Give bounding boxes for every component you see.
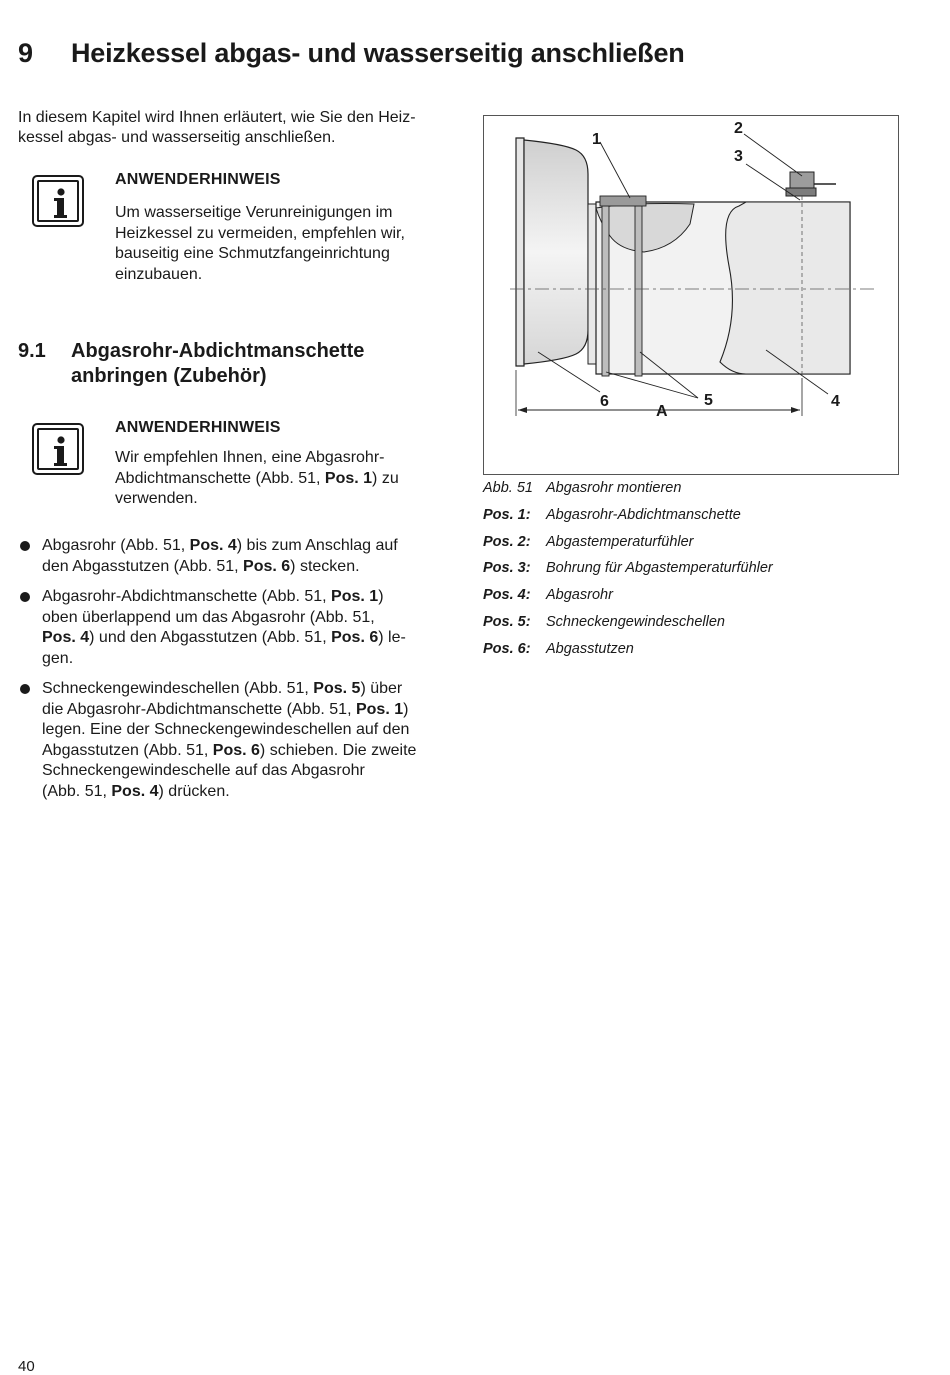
- list-item: [18, 587, 438, 669]
- pos-ref: Pos. 6: [212, 741, 260, 759]
- info-icon: [32, 175, 84, 227]
- leader-line-2: [744, 134, 802, 176]
- sensor-shape: [790, 172, 814, 190]
- caption-key: Pos. 5:: [483, 613, 531, 630]
- list-item: [18, 536, 438, 577]
- text-span: Abgasrohr (Abb. 51,: [42, 537, 190, 554]
- caption-text: Abgasrohr: [546, 587, 613, 604]
- text-span: Abgasstutzen (Abb. 51,: [42, 741, 213, 759]
- label-pos-1: 1: [592, 131, 601, 148]
- note-line: Heizkessel zu vermeiden, empfehlen wir,: [115, 224, 405, 242]
- pos-ref: Pos. 4: [42, 629, 90, 646]
- bullet-icon: [20, 541, 30, 551]
- label-pos-3: 3: [734, 148, 743, 165]
- clamp-band-shape: [635, 206, 642, 376]
- section-number: 9.1: [18, 340, 46, 362]
- text-span: ) zu: [372, 469, 399, 487]
- intro-paragraph: [18, 108, 438, 148]
- sensor-base-shape: [786, 188, 816, 196]
- text-span: ): [378, 588, 384, 605]
- text-span: ) drücken.: [158, 782, 230, 800]
- caption-row: [483, 505, 773, 532]
- flue-pipe-diagram: [484, 116, 898, 474]
- section-title: [18, 339, 364, 389]
- bullet-icon: [20, 592, 30, 602]
- text-span: ): [403, 700, 409, 718]
- caption-text: Abgasrohr-Abdichtmanschette: [546, 506, 741, 523]
- text-line: gen.: [42, 649, 74, 667]
- dim-arrow: [518, 407, 527, 413]
- figure-legend: [483, 478, 773, 666]
- section-title-line: anbringen (Zubehör): [71, 365, 267, 387]
- leader-line-1: [600, 142, 630, 198]
- caption-key: Pos. 6:: [483, 640, 531, 657]
- pos-ref: Pos. 4: [111, 782, 159, 800]
- note-heading: ANWENDERHINWEIS: [115, 419, 281, 436]
- text-span: ) und den Abgasstutzen (Abb. 51,: [89, 629, 332, 646]
- text-line: oben überlappend um das Abgasrohr (Abb. 51,: [42, 608, 375, 626]
- section-title-line: Abgasrohr-Abdichtmanschette: [71, 340, 365, 362]
- caption-text: Schneckengewindeschellen: [546, 613, 725, 630]
- pos-ref: Pos. 1: [324, 469, 373, 487]
- chapter-title-text: Heizkessel abgas- und wasserseitig anschließen: [71, 38, 685, 68]
- bullet-icon: [20, 684, 30, 694]
- text-span: den Abgasstutzen (Abb. 51,: [42, 557, 244, 575]
- note-line: verwenden.: [115, 490, 198, 507]
- label-pos-5: 5: [704, 392, 713, 409]
- label-pos-6: 6: [600, 393, 609, 410]
- note-line: Wir empfehlen Ihnen, eine Abgasrohr-: [115, 449, 385, 466]
- intro-line: In diesem Kapitel wird Ihnen erläutert, wie Sie den Heiz-: [18, 109, 416, 126]
- outlet-shape: [524, 140, 588, 364]
- caption-row: [483, 585, 773, 612]
- text-span: ) über: [360, 680, 403, 697]
- caption-text: Bohrung für Abgastemperaturfühler: [546, 560, 773, 577]
- pos-ref: Pos. 1: [355, 700, 404, 718]
- caption-key: Pos. 1:: [483, 506, 531, 523]
- caption-key: Pos. 3:: [483, 560, 531, 577]
- intro-line: kessel abgas- und wasserseitig anschließen.: [18, 129, 336, 146]
- note-line: bauseitig eine Schmutzfangeinrichtung: [115, 245, 390, 262]
- label-pos-2: 2: [734, 120, 743, 137]
- caption-text: Abgasstutzen: [546, 640, 634, 657]
- text-span: ) bis zum Anschlag auf: [236, 537, 398, 554]
- chapter-title: [18, 38, 685, 69]
- text-span: die Abgasrohr-Abdichtmanschette (Abb. 51,: [42, 700, 356, 718]
- label-dim-a: A: [656, 403, 668, 420]
- pos-ref: Pos. 1: [331, 588, 379, 605]
- text-span: ) stecken.: [290, 557, 360, 575]
- chapter-number: 9: [18, 38, 33, 68]
- flange-shape: [516, 138, 524, 366]
- note-line: [115, 469, 425, 490]
- caption-text: Abgasrohr montieren: [546, 480, 682, 496]
- note-line: einzubauen.: [115, 265, 203, 283]
- caption-row: [483, 478, 773, 505]
- caption-key: Pos. 2:: [483, 533, 531, 550]
- pos-ref: Pos. 5: [313, 680, 361, 697]
- note-line: Um wasserseitige Verunreinigungen im: [115, 204, 393, 221]
- caption-text: Abgastemperaturfühler: [546, 533, 694, 550]
- info-icon: [32, 423, 84, 475]
- page-number: 40: [18, 1358, 35, 1375]
- caption-key: Pos. 4:: [483, 587, 531, 604]
- label-pos-4: 4: [831, 393, 840, 410]
- leader-line-5: [606, 372, 698, 398]
- pos-ref: Pos. 6: [243, 557, 291, 575]
- note-heading: ANWENDERHINWEIS: [115, 171, 281, 188]
- text-span: Schneckengewindeschellen (Abb. 51,: [42, 680, 314, 697]
- note-body: [115, 203, 425, 285]
- text-line: legen. Eine der Schneckengewindeschellen auf den: [42, 721, 410, 738]
- text-span: ) le-: [378, 629, 406, 646]
- caption-row: [483, 532, 773, 559]
- text-span: Abgasrohr-Abdichtmanschette (Abb. 51,: [42, 588, 332, 605]
- text-span: ) schieben. Die zweite: [259, 741, 417, 759]
- text-line: Schneckengewindeschelle auf das Abgasrohr: [42, 762, 365, 779]
- pipe-cut-shape: [720, 202, 850, 374]
- pos-ref: Pos. 6: [331, 629, 379, 646]
- steps-list: [18, 536, 438, 812]
- figure-abb51: [483, 115, 899, 475]
- list-item: [18, 679, 438, 802]
- text-span: (Abb. 51,: [42, 782, 112, 800]
- caption-key: Abb. 51: [483, 480, 533, 496]
- note-body: [115, 448, 425, 510]
- text-span: Abdichtmanschette (Abb. 51,: [115, 469, 325, 487]
- clamp-screw-shape: [600, 196, 646, 206]
- caption-row: [483, 639, 773, 666]
- pos-ref: Pos. 4: [189, 537, 237, 554]
- dim-arrow: [791, 407, 800, 413]
- caption-row: [483, 558, 773, 585]
- clamp-band-shape: [602, 206, 609, 376]
- caption-row: [483, 612, 773, 639]
